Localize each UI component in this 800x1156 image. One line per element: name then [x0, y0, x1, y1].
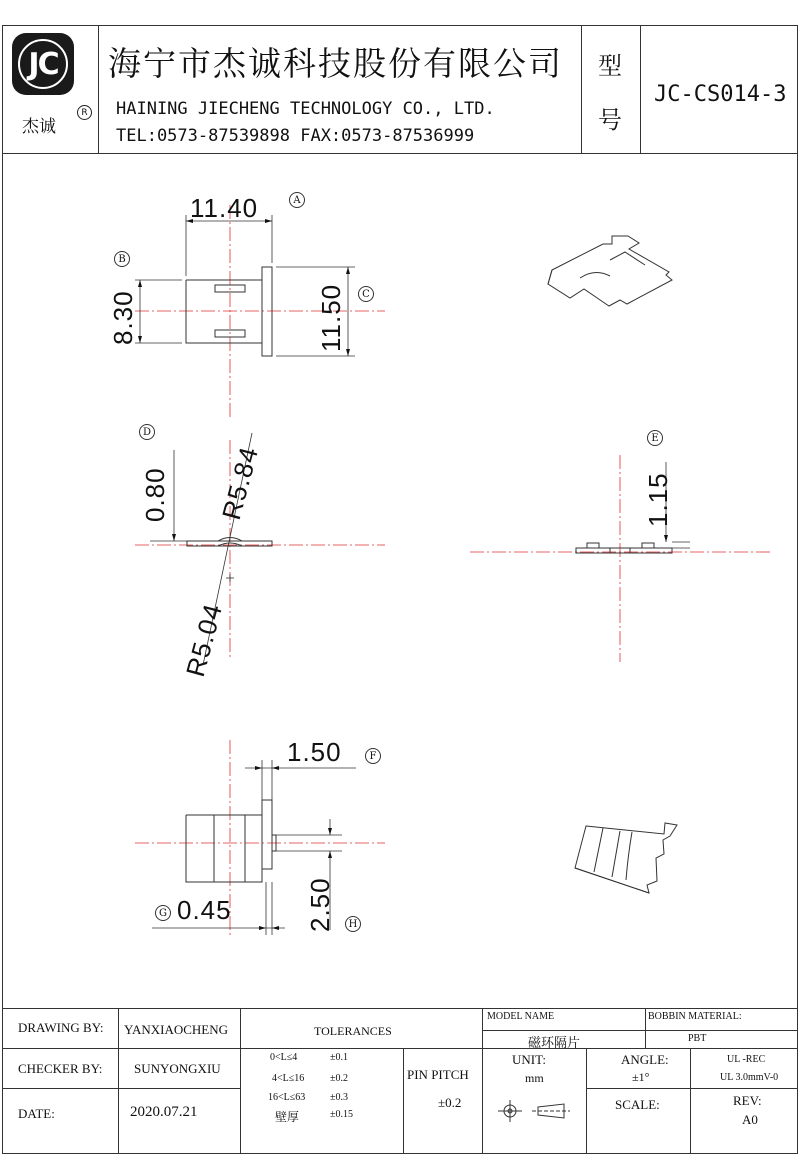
- iso-view-top: [548, 236, 672, 306]
- ul-rec: UL -REC: [727, 1054, 766, 1065]
- tol-range-2: 4<L≤16: [272, 1073, 305, 1084]
- contact-info: TEL:0573-87539898 FAX:0573-87536999: [116, 126, 475, 146]
- unit-label: UNIT:: [512, 1052, 547, 1067]
- marker-a: A: [289, 192, 305, 208]
- company-name-cn: 海宁市杰诚科技股份有限公司: [108, 44, 563, 83]
- tol-value-4: ±0.15: [330, 1109, 353, 1120]
- title-row-2b: [586, 1088, 798, 1089]
- logo-chinese-name: 杰诚: [22, 117, 56, 137]
- marker-b: B: [114, 251, 130, 267]
- drawing-by-value: YANXIAOCHENG: [124, 1022, 228, 1037]
- col-6: [645, 1008, 646, 1048]
- col-1: [118, 1008, 119, 1154]
- dimension-lines: [135, 215, 690, 935]
- company-name-en: HAINING JIECHENG TECHNOLOGY CO., LTD.: [116, 99, 495, 119]
- model-name-value: 磁环隔片: [528, 1035, 581, 1050]
- model-number: JC-CS014-3: [654, 82, 787, 107]
- type-label-1: 型: [598, 52, 622, 80]
- drawing-by-label: DRAWING BY:: [18, 1020, 104, 1035]
- marker-e: E: [647, 430, 663, 446]
- dim-c-value: 11.50: [316, 283, 346, 352]
- bottom-view: [186, 800, 276, 882]
- title-row-2: [2, 1088, 240, 1089]
- dim-a-value: 11.40: [190, 193, 259, 223]
- pin-pitch-value: ±0.2: [438, 1095, 462, 1110]
- date-label: DATE:: [18, 1106, 55, 1121]
- tol-value-1: ±0.1: [330, 1052, 348, 1063]
- dimension-arrows: [138, 219, 668, 930]
- top-view: [186, 267, 272, 356]
- ul-rating: UL 3.0mmV-0: [720, 1072, 779, 1083]
- iso-view-bottom: [575, 823, 677, 893]
- marker-f: F: [365, 748, 381, 764]
- angle-label: ANGLE:: [621, 1052, 669, 1067]
- tol-value-3: ±0.3: [330, 1092, 348, 1103]
- rev-value: A0: [742, 1112, 758, 1127]
- title-row-model: [482, 1030, 798, 1031]
- title-block-top: [2, 1008, 798, 1009]
- side-view-e: [576, 543, 672, 553]
- tol-range-3: 16<L≤63: [268, 1092, 306, 1103]
- model-name-label: MODEL NAME: [487, 1011, 555, 1022]
- col-7: [690, 1048, 691, 1154]
- unit-value: mm: [525, 1071, 544, 1085]
- marker-h: H: [345, 916, 361, 932]
- pin-pitch-label: PIN PITCH: [407, 1067, 469, 1082]
- projection-symbol-icon: [490, 1095, 580, 1135]
- logo-text: JC: [28, 46, 58, 82]
- dim-b-value: 8.30: [108, 290, 138, 345]
- dim-e-value: 1.15: [643, 472, 673, 527]
- bobbin-material-label: BOBBIN MATERIAL:: [648, 1011, 742, 1022]
- dim-f-value: 1.50: [287, 737, 342, 767]
- tol-value-2: ±0.2: [330, 1073, 348, 1084]
- scale-label: SCALE:: [615, 1097, 660, 1112]
- tol-range-4: 壁厚: [275, 1110, 300, 1124]
- col-3: [403, 1048, 404, 1154]
- date-value: 2020.07.21: [130, 1104, 198, 1120]
- dim-g-value: 0.45: [177, 895, 232, 925]
- dim-h-value: 2.50: [305, 877, 335, 932]
- marker-g: G: [155, 905, 171, 921]
- dim-r1-value: R5.84: [216, 443, 265, 523]
- checker-by-value: SUNYONGXIU: [134, 1061, 221, 1076]
- registered-mark-icon: R: [77, 105, 92, 120]
- col-4: [482, 1008, 483, 1154]
- tol-range-1: 0<L≤4: [270, 1052, 298, 1063]
- col-5: [586, 1048, 587, 1154]
- bobbin-material-value: PBT: [688, 1033, 707, 1044]
- dim-r2-value: R5.04: [180, 600, 229, 680]
- marker-d: D: [139, 424, 155, 440]
- angle-value: ±1°: [632, 1070, 650, 1084]
- marker-c: C: [358, 286, 374, 302]
- type-label-2: 号: [598, 106, 622, 134]
- tolerances-label: TOLERANCES: [314, 1024, 392, 1038]
- col-2: [240, 1008, 241, 1154]
- title-row-1: [2, 1048, 482, 1049]
- checker-by-label: CHECKER BY:: [18, 1061, 103, 1076]
- dim-d-value: 0.80: [140, 467, 170, 522]
- rev-label: REV:: [733, 1093, 762, 1108]
